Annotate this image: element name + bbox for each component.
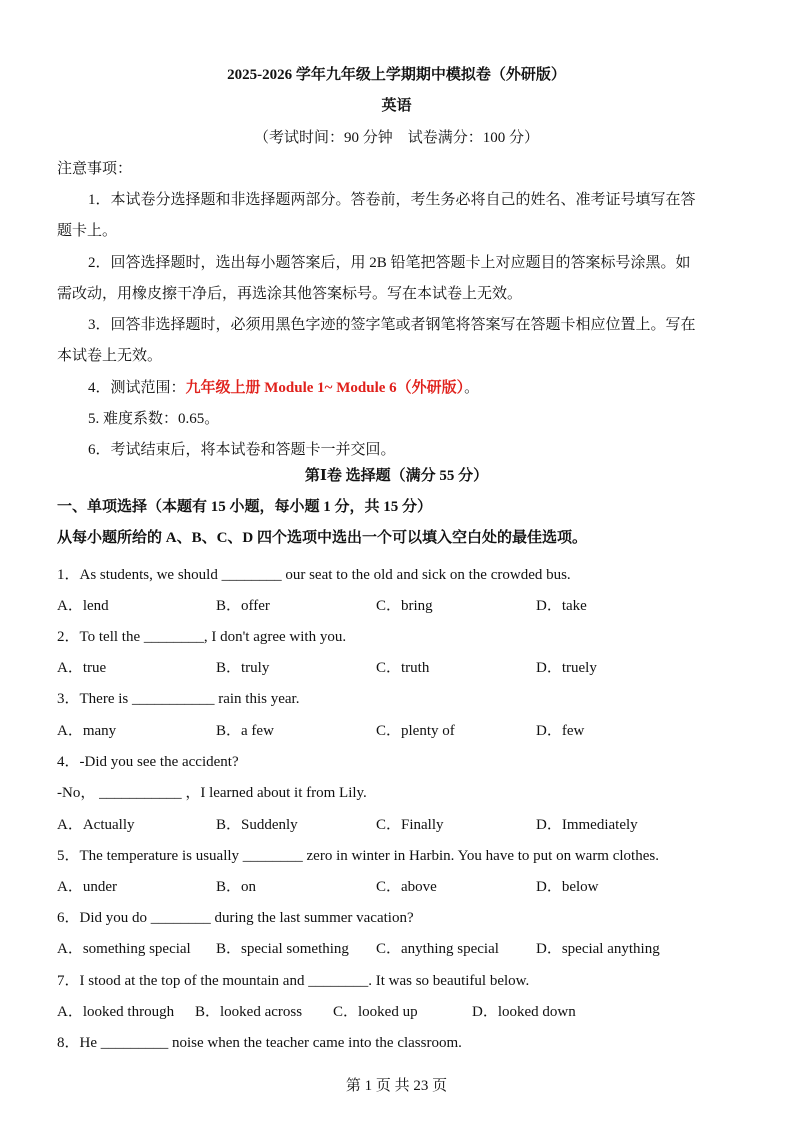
q3-option-a[interactable]: A．many: [57, 723, 117, 739]
note-4: [88, 376, 479, 397]
q3-option-d[interactable]: D．few: [536, 723, 585, 739]
q1-option-b[interactable]: B．offer: [216, 598, 270, 614]
q2-option-a[interactable]: A．true: [57, 660, 107, 676]
q1-option-c[interactable]: C．bring: [376, 598, 433, 614]
q3-option-b[interactable]: B．a few: [216, 723, 274, 739]
notes-heading: 注意事项：: [57, 161, 133, 177]
note-1-line-2: 题卡上。: [57, 223, 118, 239]
section-heading: 一、单项选择（本题有 15 小题，每小题 1 分，共 15 分）: [57, 499, 433, 515]
question-8-stem: 8．He _________ noise when the teacher came into the classroom.: [57, 1035, 462, 1051]
question-2-stem: 2．To tell the ________, I don't agree with you.: [57, 629, 347, 645]
note-2-line-1: 2．回答选择题时，选出每小题答案后，用 2B 铅笔把答题卡上对应题目的答案标号涂黑。如: [88, 255, 691, 271]
q7-option-d[interactable]: D．looked down: [472, 1004, 576, 1020]
q5-option-c[interactable]: C．above: [376, 879, 437, 895]
q6-option-b[interactable]: B．special something: [216, 941, 349, 957]
q2-option-d[interactable]: D．truely: [536, 660, 597, 676]
q4-option-c[interactable]: C．Finally: [376, 817, 444, 833]
q6-option-c[interactable]: C．anything special: [376, 941, 499, 957]
question-6-stem: 6．Did you do ________ during the last summer vacation?: [57, 910, 414, 926]
q5-option-b[interactable]: B．on: [216, 879, 257, 895]
q7-option-a[interactable]: A．looked through: [57, 1004, 175, 1020]
q6-option-a[interactable]: A．something special: [57, 941, 191, 957]
q5-option-a[interactable]: A．under: [57, 879, 117, 895]
question-3-stem: 3．There is ___________ rain this year.: [57, 691, 300, 707]
section-instruction: 从每小题所给的 A、B、C、D 四个选项中选出一个可以填入空白处的最佳选项。: [57, 530, 588, 546]
note-3-line-1: 3．回答非选择题时，必须用黑色字迹的签字笔或者钢笔将答案写在答题卡相应位置上。写在: [88, 317, 696, 333]
note-2-line-2: 需改动，用橡皮擦干净后，再选涂其他答案标号。写在本试卷上无效。: [57, 286, 523, 302]
subject-title: 英语: [381, 98, 412, 114]
exam-title: 2025-2026 学年九年级上学期期中模拟卷（外研版）: [227, 67, 566, 83]
question-7-stem: 7．I stood at the top of the mountain and ________. It was so beautiful below.: [57, 973, 530, 989]
q6-option-d[interactable]: D．special anything: [536, 941, 660, 957]
question-5-stem: 5．The temperature is usually ________ zero in winter in Harbin. You have to put on warm clothes.: [57, 848, 659, 864]
note-6: 6．考试结束后，将本试卷和答题卡一并交回。: [88, 442, 396, 458]
page-number: 第 1 页 共 23 页: [345, 1078, 448, 1094]
question-4-stem: 4．-Did you see the accident?: [57, 754, 239, 770]
note-5: 5. 难度系数：0.65。: [88, 411, 220, 427]
q4-option-b[interactable]: B．Suddenly: [216, 817, 298, 833]
question-1-stem: 1．As students, we should ________ our seat to the old and sick on the crowded bus.: [57, 567, 571, 583]
question-4-stem-line-2: -No， ___________ ，I learned about it from Lily.: [57, 785, 367, 801]
q3-option-c[interactable]: C．plenty of: [376, 723, 455, 739]
q4-option-d[interactable]: D．Immediately: [536, 817, 638, 833]
q2-option-b[interactable]: B．truly: [216, 660, 270, 676]
q7-option-b[interactable]: B．looked across: [195, 1004, 303, 1020]
exam-info: （考试时间：90 分钟 试卷满分：100 分）: [253, 130, 539, 146]
q2-option-c[interactable]: C．truth: [376, 660, 430, 676]
q4-option-a[interactable]: A．Actually: [57, 817, 135, 833]
q1-option-a[interactable]: A．lend: [57, 598, 109, 614]
test-range: 九年级上册 Module 1~ Module 6（外研版）: [185, 380, 465, 396]
q1-option-d[interactable]: D．take: [536, 598, 587, 614]
q7-option-c[interactable]: C．looked up: [333, 1004, 418, 1020]
note-3-line-2: 本试卷上无效。: [57, 348, 163, 364]
note-4-suffix: 。: [464, 380, 480, 396]
q5-option-d[interactable]: D．below: [536, 879, 599, 895]
note-1-line-1: 1．本试卷分选择题和非选择题两部分。答卷前，考生务必将自己的姓名、准考证号填写在答: [88, 192, 696, 208]
part-title: 第Ⅰ卷 选择题（满分 55 分）: [304, 468, 489, 484]
note-4-prefix: 4．测试范围：: [88, 380, 186, 396]
